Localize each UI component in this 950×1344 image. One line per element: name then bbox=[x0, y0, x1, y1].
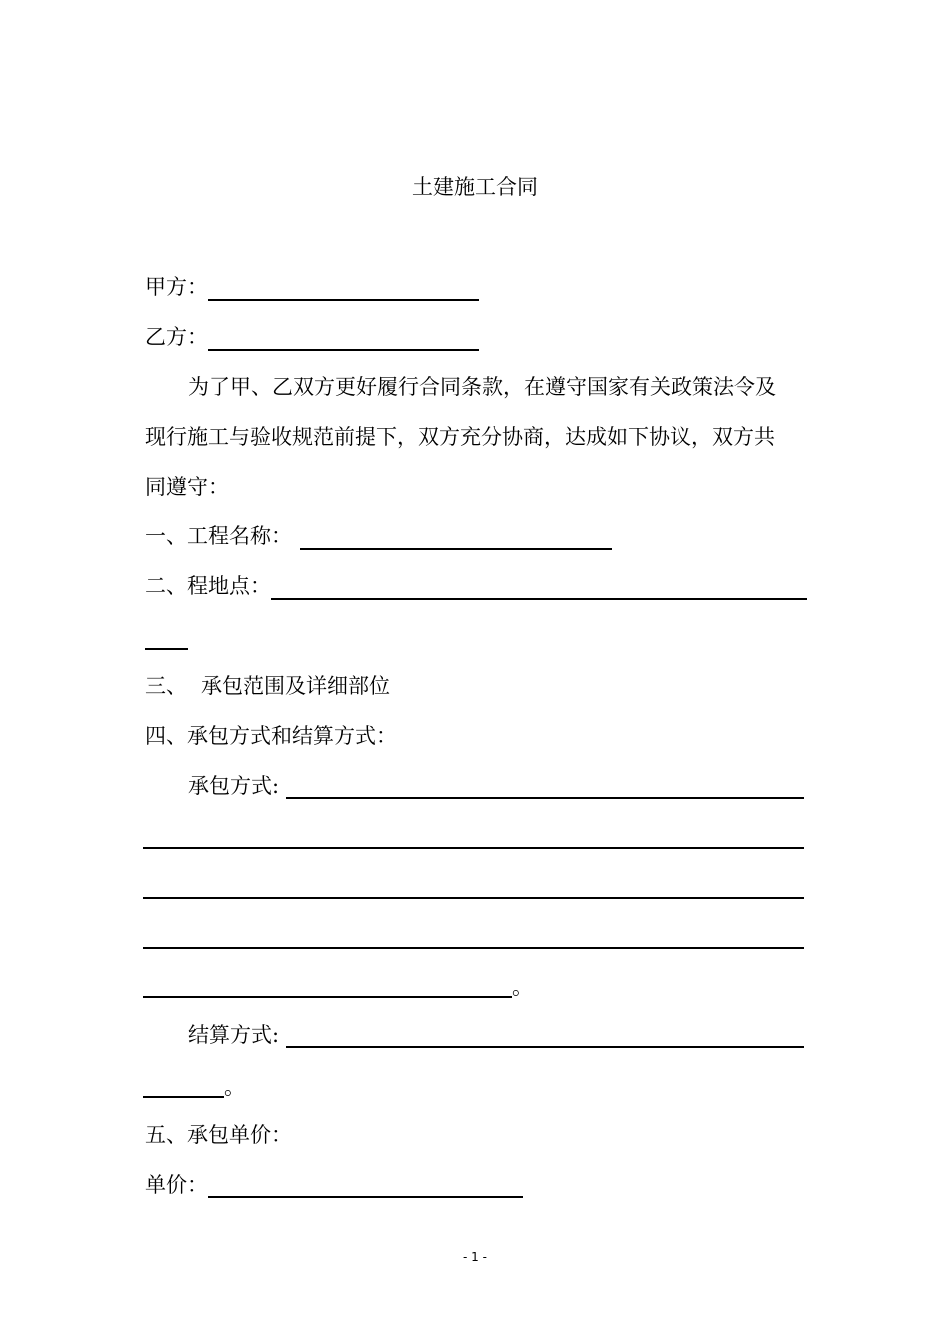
section-5-unit-price: 五、承包单价： bbox=[145, 1123, 292, 1147]
unit-price-label: 单价： bbox=[145, 1173, 208, 1197]
section-3-number: 三、 bbox=[145, 674, 187, 698]
project-name-blank-line bbox=[300, 548, 612, 550]
contract-method-blank-line-4 bbox=[143, 947, 804, 949]
settlement-method-blank-line-2 bbox=[143, 1096, 224, 1098]
contract-method-blank-line bbox=[286, 797, 804, 799]
contract-method-label: 承包方式: bbox=[188, 774, 280, 798]
page-number: - 1 - bbox=[463, 1250, 487, 1264]
section-1-project-name: 一、工程名称： bbox=[145, 524, 292, 548]
party-b-blank-line bbox=[208, 349, 479, 351]
section-4-methods: 四、承包方式和结算方式： bbox=[145, 724, 397, 748]
intro-paragraph-line-3: 同遵守： bbox=[145, 475, 229, 499]
party-b-label: 乙方： bbox=[145, 325, 208, 349]
intro-paragraph-line-2: 现行施工与验收规范前提下，双方充分协商，达成如下协议，双方共 bbox=[145, 425, 775, 449]
contract-method-blank-line-5 bbox=[143, 996, 512, 998]
unit-price-blank-line bbox=[208, 1196, 523, 1198]
contract-method-blank-line-2 bbox=[143, 847, 804, 849]
contract-method-blank-line-3 bbox=[143, 897, 804, 899]
section-2-project-location: 二、程地点： bbox=[145, 574, 271, 598]
party-a-blank-line bbox=[208, 299, 479, 301]
settlement-method-label: 结算方式: bbox=[188, 1023, 280, 1047]
contract-method-period: 。 bbox=[512, 975, 533, 999]
project-location-blank-line bbox=[271, 598, 807, 600]
project-location-blank-line-cont bbox=[145, 648, 188, 650]
party-a-label: 甲方： bbox=[145, 275, 208, 299]
settlement-method-period: 。 bbox=[224, 1075, 245, 1099]
settlement-method-blank-line bbox=[286, 1046, 804, 1048]
section-3-scope: 承包范围及详细部位 bbox=[201, 674, 390, 698]
intro-paragraph-line-1: 为了甲、乙双方更好履行合同条款，在遵守国家有关政策法令及 bbox=[188, 375, 776, 399]
document-title: 土建施工合同 bbox=[412, 175, 538, 199]
